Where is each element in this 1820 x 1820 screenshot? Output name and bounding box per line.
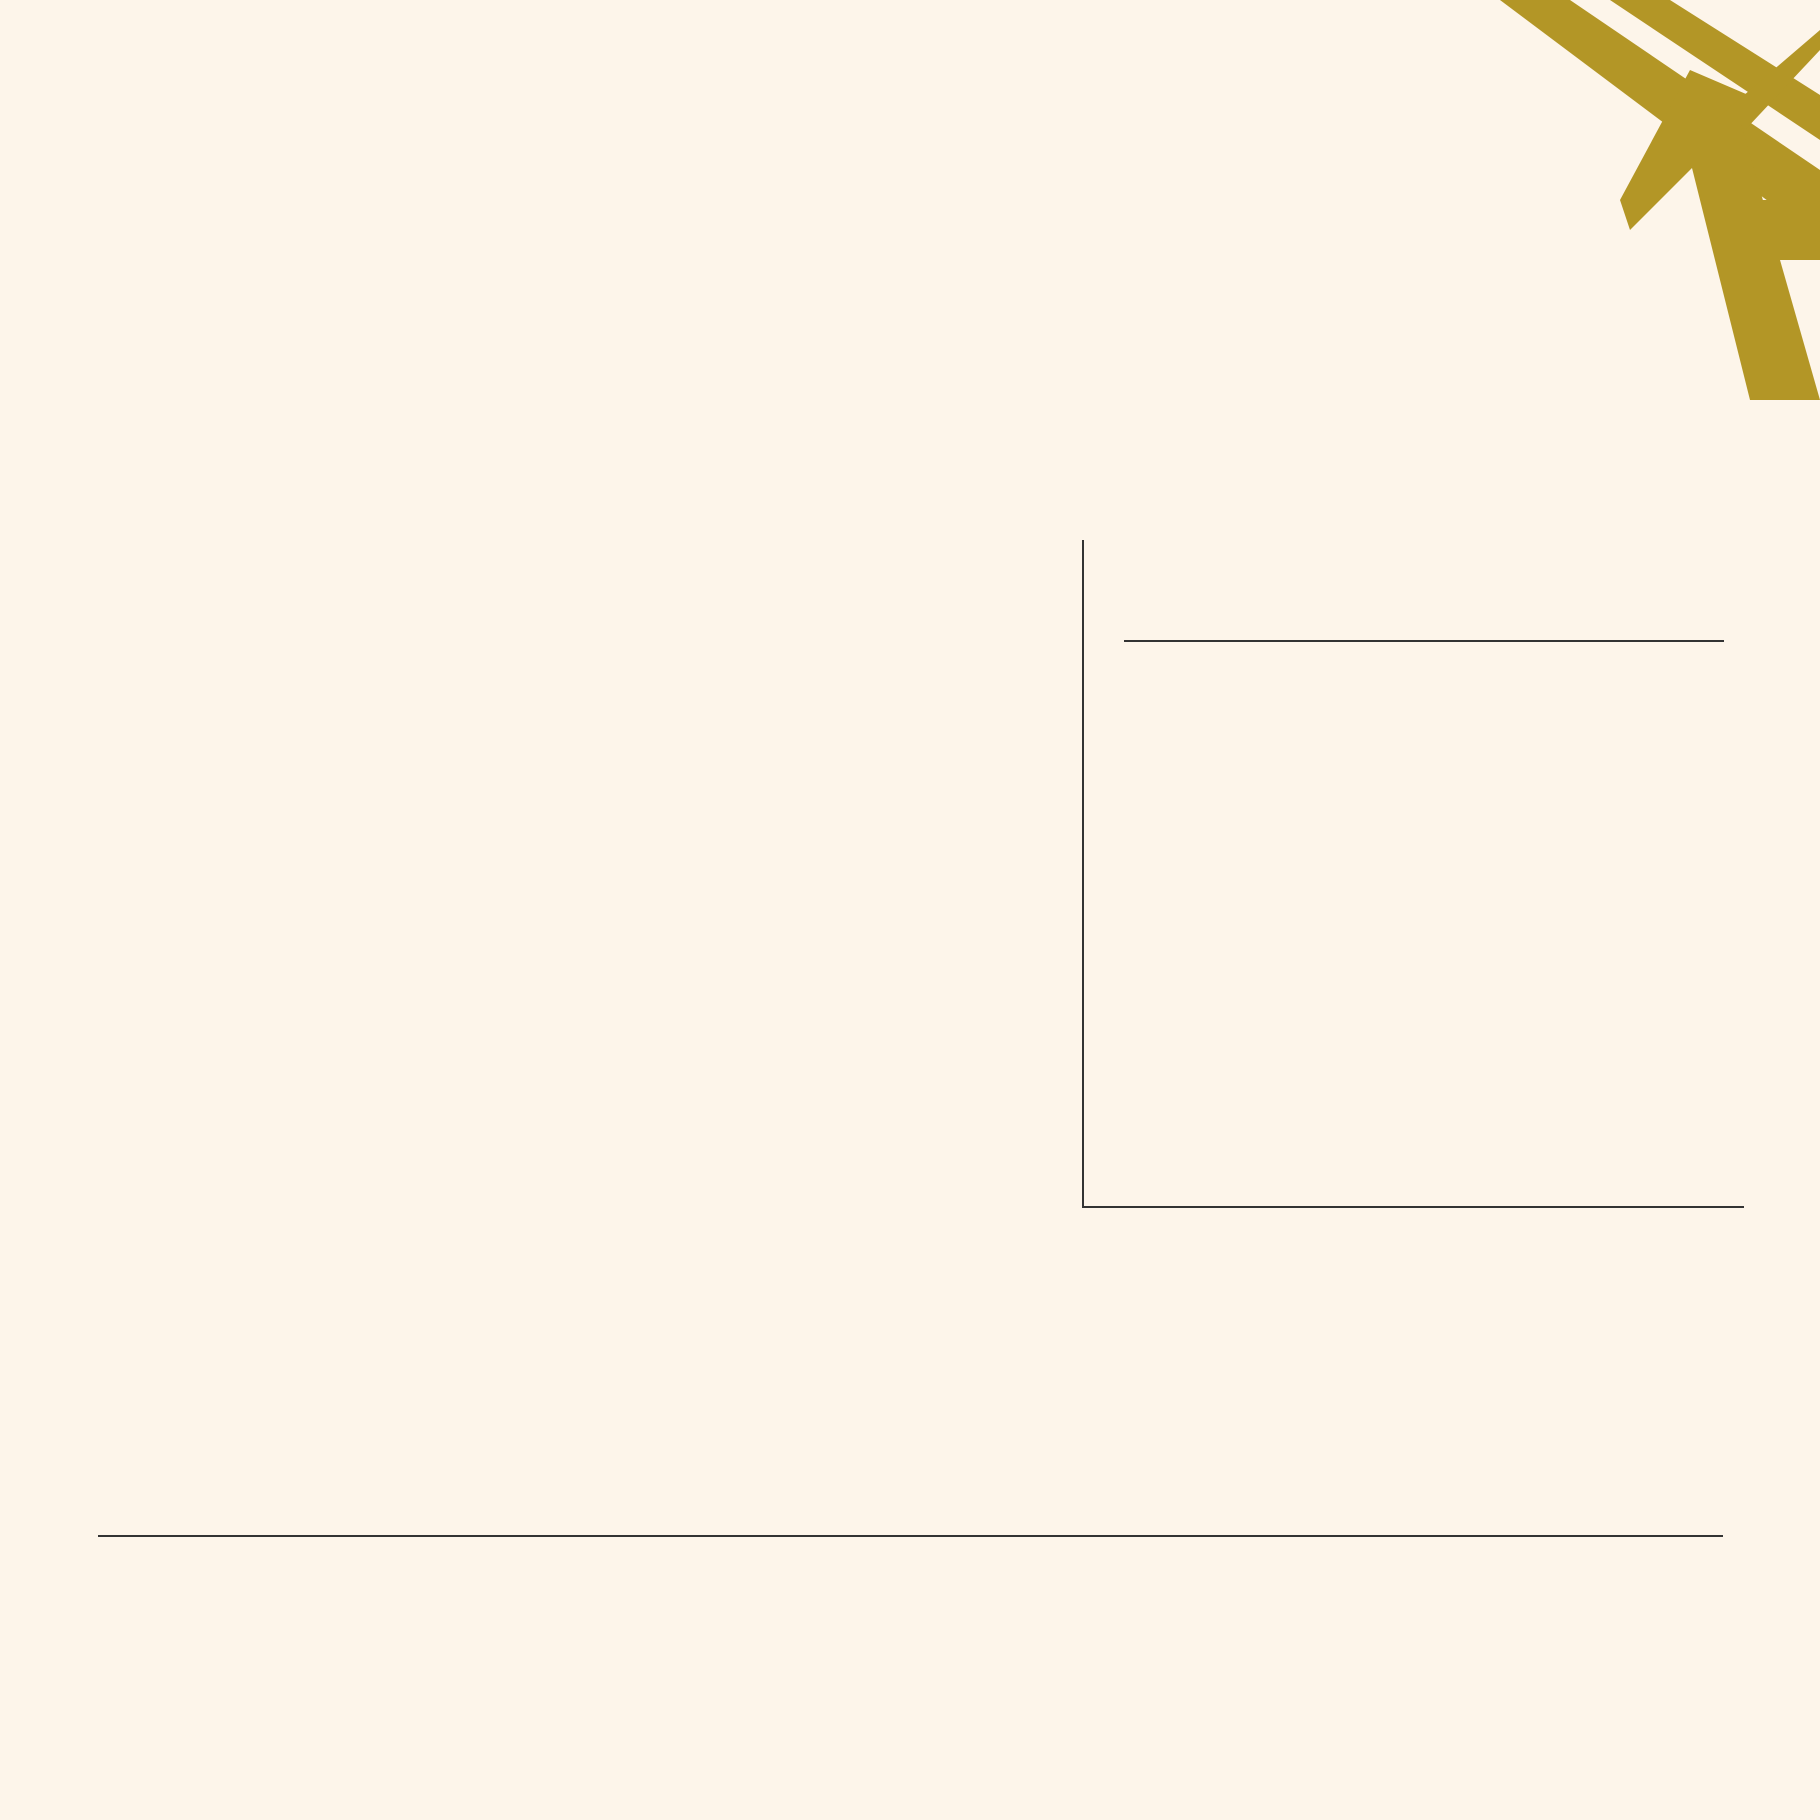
divider (98, 1535, 1723, 1537)
union-jack-flag-graphic (1460, 0, 1820, 400)
nutrition-header (1124, 540, 1724, 642)
nutrition-table (1082, 540, 1744, 1208)
